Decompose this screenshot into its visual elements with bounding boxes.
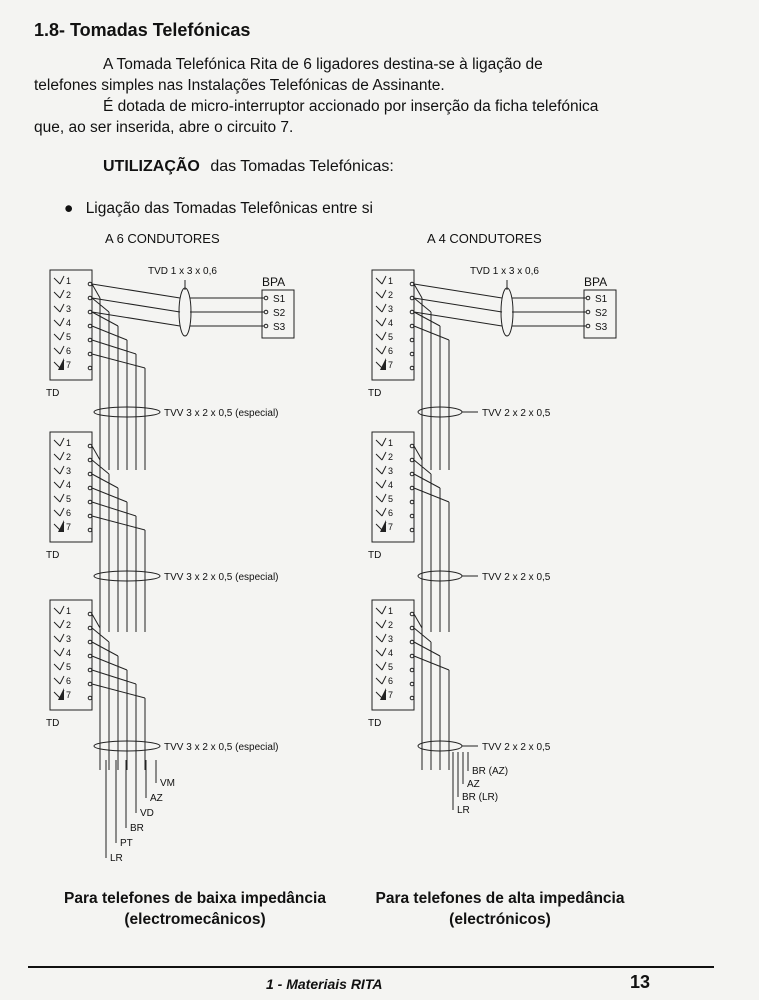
terminal-contact [410,626,414,630]
td-label: TD [368,388,382,399]
terminal-number: 2 [66,452,72,462]
td-label: TD [368,550,382,561]
left-caption [30,888,360,930]
terminal-number: 1 [66,606,72,616]
utilization-bold: UTILIZAÇÃO [103,158,200,175]
terminal-bracket [376,468,382,474]
switch-triangle-icon [380,358,386,370]
intro-line-1: A Tomada Telefónica Rita de 6 ligadores destina-se à ligação de [103,56,543,73]
tvv-label: TVV 3 x 2 x 0,5 (especial) [164,572,279,583]
utilization-rest: das Tomadas Telefónicas: [210,158,394,175]
td-wire [92,614,100,628]
terminal-contact [410,528,414,532]
terminal-contact [88,696,92,700]
terminal-bracket [376,362,382,368]
terminal-number: 4 [388,318,394,328]
terminal-contact [88,338,92,342]
terminal-number: 3 [388,466,394,476]
terminal-bracket [382,606,386,614]
switch-triangle-icon [380,520,386,532]
terminal-number: 6 [388,676,394,686]
td-label: TD [46,388,60,399]
terminal-bracket [54,334,60,340]
terminal-bracket [54,636,60,642]
terminal-bracket [54,362,60,368]
terminal-bracket [376,482,382,488]
switch-triangle-icon [380,688,386,700]
terminal-contact [88,626,92,630]
terminal-bracket [54,622,60,628]
tvd-wire [92,298,180,312]
td-wire [414,284,422,298]
terminal-number: 1 [388,276,394,286]
terminal-number: 4 [388,648,394,658]
terminal-number: 7 [66,360,72,370]
terminal-bracket [54,524,60,530]
terminal-number: 7 [66,690,72,700]
terminal-bracket [376,622,382,628]
switch-line-2: que, ao ser inserida, abre o circuito 7. [34,119,294,136]
terminal-contact [410,282,414,286]
terminal-bracket [60,466,64,474]
terminal-bracket [54,510,60,516]
terminal-bracket [54,692,60,698]
terminal-number: 4 [388,480,394,490]
left-wire-label: AZ [150,793,163,804]
terminal-bracket [376,496,382,502]
terminal-contact [88,444,92,448]
terminal-bracket [382,452,386,460]
terminal-contact [88,514,92,518]
terminal-bracket [54,496,60,502]
td-label: TD [368,718,382,729]
td-label: TD [46,718,60,729]
bpa-terminal-label: S2 [273,308,286,319]
bullet-dot-icon: ● [64,200,74,217]
terminal-contact [410,444,414,448]
terminal-number: 3 [66,304,72,314]
terminal-contact [410,612,414,616]
right-caption [350,888,650,930]
terminal-contact [410,500,414,504]
terminal-bracket [382,438,386,446]
left-diagram [46,231,294,864]
bpa-terminal [586,310,590,314]
terminal-bracket [376,650,382,656]
terminal-contact [88,472,92,476]
terminal-bracket [376,454,382,460]
terminal-contact [88,352,92,356]
terminal-bracket [60,438,64,446]
tvd-wire [414,284,502,298]
terminal-contact [88,282,92,286]
terminal-contact [410,682,414,686]
terminal-contact [410,640,414,644]
bpa-terminal [264,324,268,328]
terminal-number: 7 [388,360,394,370]
terminal-bracket [382,276,386,284]
bpa-terminal [264,310,268,314]
bpa-terminal-label: S3 [595,322,608,333]
left-caption-line-1: Para telefones de baixa impedância [64,890,326,907]
terminal-number: 2 [66,620,72,630]
terminal-number: 1 [388,606,394,616]
terminal-number: 5 [66,494,72,504]
terminal-bracket [376,608,382,614]
switch-triangle-icon [58,358,64,370]
bpa-terminal-label: S1 [273,294,286,305]
terminal-contact [410,366,414,370]
terminal-bracket [382,494,386,502]
terminal-number: 5 [66,332,72,342]
terminal-number: 5 [388,494,394,504]
td-wire [414,642,440,656]
terminal-bracket [60,304,64,312]
terminal-contact [410,324,414,328]
terminal-bracket [376,306,382,312]
terminal-bracket [376,636,382,642]
right-caption-line-1: Para telefones de alta impedância [375,890,625,907]
terminal-bracket [60,318,64,326]
terminal-bracket [382,332,386,340]
left-wire-label: BR [130,823,144,834]
terminal-contact [88,324,92,328]
terminal-contact [88,500,92,504]
td-wire [92,340,136,354]
terminal-bracket [60,346,64,354]
td-wire [92,284,100,298]
terminal-bracket [60,676,64,684]
terminal-bracket [382,304,386,312]
left-wire-label: VM [160,778,175,789]
switch-triangle-icon [58,520,64,532]
right-caption-line-2: (electrónicos) [449,911,551,928]
terminal-contact [88,486,92,490]
terminal-bracket [382,466,386,474]
terminal-contact [88,612,92,616]
terminal-bracket [54,468,60,474]
switch-triangle-icon [58,688,64,700]
td-wire [92,446,100,460]
right-wire-label: AZ [467,779,480,790]
terminal-number: 1 [66,438,72,448]
tvv-label: TVV 2 x 2 x 0,5 [482,572,551,583]
terminal-bracket [376,440,382,446]
terminal-number: 2 [66,290,72,300]
tvd-cable-sleeve [501,288,513,336]
terminal-bracket [54,306,60,312]
section-title: 1.8- Tomadas Telefónicas [34,20,251,40]
td-wire [414,614,422,628]
terminal-bracket [376,524,382,530]
terminal-number: 6 [66,508,72,518]
terminal-number: 2 [388,290,394,300]
terminal-bracket [60,662,64,670]
terminal-bracket [382,508,386,516]
terminal-number: 7 [388,522,394,532]
terminal-bracket [382,662,386,670]
tvv-label: TVV 2 x 2 x 0,5 [482,742,551,753]
terminal-number: 5 [388,662,394,672]
bpa-label: BPA [584,275,608,289]
terminal-bracket [60,494,64,502]
tvv-label: TVV 3 x 2 x 0,5 (especial) [164,742,279,753]
terminal-bracket [382,620,386,628]
terminal-bracket [54,482,60,488]
bpa-terminal [586,324,590,328]
terminal-contact [410,296,414,300]
terminal-bracket [60,634,64,642]
bullet-text: Ligação das Tomadas Telefônicas entre si [85,200,373,217]
terminal-bracket [382,480,386,488]
footer-text: 1 - Materiais RITA [266,976,383,992]
terminal-number: 4 [66,318,72,328]
terminal-bracket [54,440,60,446]
terminal-bracket [54,320,60,326]
page-number: 13 [630,972,651,992]
terminal-bracket [54,292,60,298]
terminal-bracket [376,334,382,340]
terminal-bracket [54,664,60,670]
terminal-bracket [60,480,64,488]
terminal-number: 6 [66,346,72,356]
terminal-contact [410,696,414,700]
terminal-number: 5 [66,662,72,672]
terminal-contact [88,654,92,658]
tvd-wire [92,284,180,298]
terminal-bracket [376,692,382,698]
terminal-bracket [54,348,60,354]
right-wire-label: LR [457,805,470,816]
terminal-bracket [60,508,64,516]
terminal-number: 6 [66,676,72,686]
terminal-bracket [376,278,382,284]
terminal-bracket [376,664,382,670]
terminal-bracket [54,678,60,684]
terminal-bracket [376,348,382,354]
terminal-contact [88,640,92,644]
tvd-cable-sleeve [179,288,191,336]
terminal-bracket [54,608,60,614]
terminal-contact [88,296,92,300]
terminal-contact [88,458,92,462]
left-wire-label: LR [110,853,123,864]
terminal-number: 3 [388,634,394,644]
terminal-number: 6 [388,346,394,356]
td-wire [414,446,422,460]
terminal-contact [88,310,92,314]
bpa-terminal-label: S3 [273,322,286,333]
intro-line-2: telefones simples nas Instalações Telefónicas de Assinante. [34,77,445,94]
bpa-terminal [264,296,268,300]
terminal-contact [410,514,414,518]
left-wire-label: PT [120,838,133,849]
terminal-contact [410,654,414,658]
left-caption-line-2: (electromecânicos) [124,911,266,928]
right-diagram [368,231,616,816]
terminal-contact [88,668,92,672]
terminal-contact [410,668,414,672]
left-wire-label: VD [140,808,154,819]
td-wire [414,474,440,488]
footer-divider [28,966,714,968]
terminal-bracket [376,678,382,684]
terminal-number: 5 [388,332,394,342]
terminal-contact [410,486,414,490]
td-label: TD [46,550,60,561]
terminal-contact [410,338,414,342]
tvv-label: TVV 2 x 2 x 0,5 [482,408,551,419]
terminal-bracket [382,634,386,642]
terminal-bracket [60,332,64,340]
terminal-bracket [382,648,386,656]
terminal-number: 4 [66,648,72,658]
terminal-bracket [382,676,386,684]
td-wire [92,642,118,656]
terminal-contact [410,310,414,314]
terminal-contact [88,366,92,370]
switch-line-1: É dotada de micro-interruptor accionado por inserção da ficha telefónica [103,98,599,115]
tvd-label: TVD 1 x 3 x 0,6 [470,266,539,277]
terminal-bracket [60,606,64,614]
right-wire-label: BR (AZ) [472,766,509,777]
terminal-number: 4 [66,480,72,490]
terminal-number: 1 [388,438,394,448]
diagram-header: A 6 CONDUTORES [105,231,220,246]
bpa-terminal-label: S1 [595,294,608,305]
tvd-label: TVD 1 x 3 x 0,6 [148,266,217,277]
terminal-bracket [60,620,64,628]
terminal-contact [410,472,414,476]
terminal-bracket [54,650,60,656]
terminal-number: 2 [388,452,394,462]
terminal-bracket [60,290,64,298]
terminal-contact [88,528,92,532]
terminal-bracket [382,318,386,326]
tvv-label: TVV 3 x 2 x 0,5 (especial) [164,408,279,419]
terminal-bracket [382,290,386,298]
terminal-bracket [60,452,64,460]
terminal-number: 6 [388,508,394,518]
right-wire-label: BR (LR) [462,792,499,803]
diagram-header: A 4 CONDUTORES [427,231,542,246]
terminal-bracket [60,276,64,284]
terminal-bracket [376,510,382,516]
bpa-terminal-label: S2 [595,308,608,319]
terminal-bracket [382,346,386,354]
terminal-number: 1 [66,276,72,286]
terminal-number: 3 [388,304,394,314]
terminal-bracket [60,648,64,656]
terminal-contact [410,352,414,356]
terminal-contact [410,458,414,462]
terminal-number: 2 [388,620,394,630]
td-wire [92,474,118,488]
terminal-contact [88,682,92,686]
terminal-bracket [376,320,382,326]
terminal-number: 3 [66,634,72,644]
terminal-bracket [54,454,60,460]
terminal-bracket [54,278,60,284]
terminal-number: 3 [66,466,72,476]
bpa-terminal [586,296,590,300]
bpa-label: BPA [262,275,286,289]
terminal-bracket [376,292,382,298]
td-wire [92,670,136,684]
tvd-wire [414,298,502,312]
td-wire [92,502,136,516]
terminal-number: 7 [388,690,394,700]
terminal-number: 7 [66,522,72,532]
